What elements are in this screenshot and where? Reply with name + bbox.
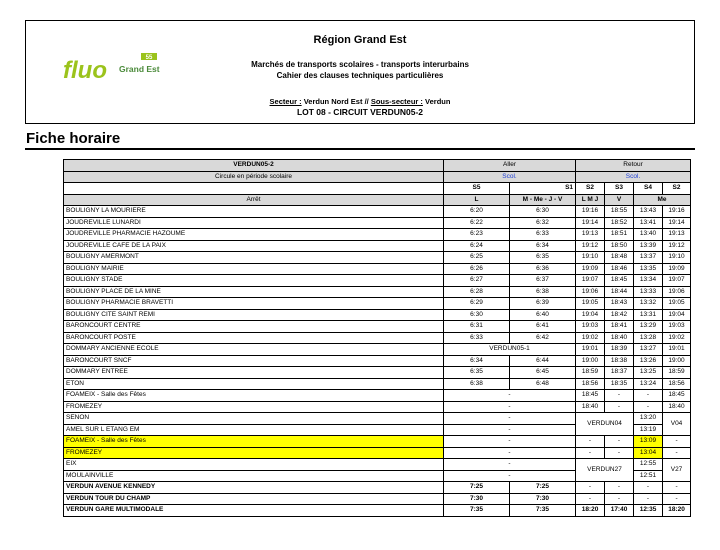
table-row: DOMMARY ENTREE 6:35 6:45 18:59 18:37 13:25 18:59 bbox=[64, 367, 691, 379]
table-row: BOULIGNY CITE SAINT REMI 6:30 6:40 19:04 18:42 13:31 19:04 bbox=[64, 309, 691, 321]
table-header-row bbox=[64, 171, 691, 183]
document-header bbox=[25, 20, 695, 124]
svg-text:Grand Est: Grand Est bbox=[119, 64, 160, 74]
table-row: SENON - VERDUN04 13:20 V04 bbox=[64, 413, 691, 425]
region-title: Région Grand Est bbox=[313, 34, 407, 46]
header-line-1: Marchés de transports scolaires - transports interurbains bbox=[251, 60, 469, 69]
verdun27-label: VERDUN27 bbox=[576, 459, 634, 482]
arret-header: Arrêt bbox=[64, 194, 444, 206]
page-title: Fiche horaire bbox=[26, 130, 121, 147]
table-row: BOULIGNY PLACE DE LA MINE 6:28 6:38 19:06 18:44 13:33 19:06 bbox=[64, 286, 691, 298]
svg-text:fluo: fluo bbox=[63, 57, 107, 84]
verdun04-label: VERDUN04 bbox=[576, 413, 634, 436]
table-row: EIX - VERDUN27 12:55 V27 bbox=[64, 459, 691, 471]
svg-text:55: 55 bbox=[145, 55, 153, 61]
v27-label: V27 bbox=[663, 459, 691, 482]
table-row: BARONCOURT CENTRE 6:31 6:41 19:03 18:41 13:29 19:03 bbox=[64, 321, 691, 333]
table-row: JOUDREVILLE CAFE DE LA PAIX 6:24 6:34 19:12 18:50 13:39 19:12 bbox=[64, 240, 691, 252]
circule-label: Circule en période scolaire bbox=[64, 171, 444, 183]
retour-scol: Scol. bbox=[576, 171, 691, 183]
table-row: MOULAINVILLE - 12:51 bbox=[64, 470, 691, 482]
table-row: FOAMEIX - Salle des Fêtes - 18:45 - - 18:45 bbox=[64, 390, 691, 402]
table-row: VERDUN TOUR DU CHAMP 7:30 7:30 - - - - bbox=[64, 493, 691, 505]
table-row: DOMMARY ANCIENNE ECOLE VERDUN05-1 19:01 18:39 13:27 19:01 bbox=[64, 344, 691, 356]
table-header-row: Arrêt L M - Me - J - V L M J V Me bbox=[64, 194, 691, 206]
circuit-name: VERDUN05-2 bbox=[64, 160, 444, 172]
table-header-row: S5 S1 S2 S3 S4 S2 bbox=[64, 183, 691, 195]
table-row: JOUDREVILLE LUNARDI 6:22 6:32 19:14 18:52 13:41 19:14 bbox=[64, 217, 691, 229]
table-row: VERDUN AVENUE KENNEDY 7:25 7:25 - - - - bbox=[64, 482, 691, 494]
table-row: FROMEZEY - - - 13:04 - bbox=[64, 447, 691, 459]
table-row: BARONCOURT SNCF 6:34 6:44 19:00 18:38 13:26 19:00 bbox=[64, 355, 691, 367]
secteur-line: Secteur : Verdun Nord Est // Sous-secteur : Verdun bbox=[269, 97, 451, 106]
table-row: FROMEZEY - 18:40 - - 18:40 bbox=[64, 401, 691, 413]
aller-scol: Scol. bbox=[444, 171, 576, 183]
table-row: VERDUN GARE MULTIMODALE 7:35 7:35 18:20 17:40 12:35 18:20 bbox=[64, 505, 691, 517]
table-row: BOULIGNY MAIRIE 6:26 6:36 19:09 18:46 13:35 19:09 bbox=[64, 263, 691, 275]
aller-header: Aller bbox=[444, 160, 576, 172]
retour-header: Retour bbox=[576, 160, 691, 172]
title-divider bbox=[25, 148, 695, 150]
table-header-row bbox=[64, 160, 691, 172]
header-line-2: Cahier des clauses techniques particulières bbox=[276, 71, 444, 80]
table-row: BOULIGNY PHARMACIE BRAVETTI 6:29 6:39 19:05 18:43 13:32 19:05 bbox=[64, 298, 691, 310]
schedule-table bbox=[63, 159, 691, 517]
table-row: BARONCOURT POSTE 6:33 6:42 19:02 18:40 13:28 19:02 bbox=[64, 332, 691, 344]
table-row: ETON 6:38 6:48 18:56 18:35 13:24 18:56 bbox=[64, 378, 691, 390]
table-row: AMEL SUR L ETANG EM - 13:19 bbox=[64, 424, 691, 436]
fluo-grand-est-logo bbox=[61, 52, 161, 88]
table-row: BOULIGNY STADE 6:27 6:37 19:07 18:45 13:34 19:07 bbox=[64, 275, 691, 287]
v04-label: V04 bbox=[663, 413, 691, 436]
table-row: JOUDREVILLE PHARMACIE HAZOUME 6:23 6:33 19:13 18:51 13:40 19:13 bbox=[64, 229, 691, 241]
table-row: FOAMEIX - Salle des Fêtes - - - 13:09 - bbox=[64, 436, 691, 448]
table-row: BOULIGNY LA MOURIERE 6:20 6:30 19:16 18:55 13:43 19:16 bbox=[64, 206, 691, 218]
table-row: BOULIGNY AMERMONT 6:25 6:35 19:10 18:48 13:37 19:10 bbox=[64, 252, 691, 264]
lot-title: LOT 08 - CIRCUIT VERDUN05-2 bbox=[296, 107, 424, 117]
